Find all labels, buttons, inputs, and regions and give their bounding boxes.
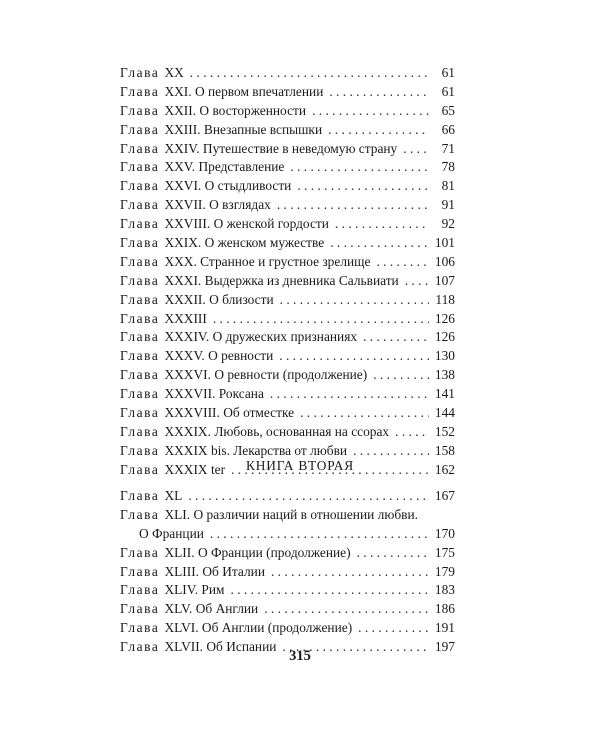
leader-dots — [328, 121, 429, 140]
chapter-title: XLV. Об Англии — [164, 601, 259, 617]
page-number: 130 — [434, 348, 455, 364]
page-number: 61 — [441, 64, 455, 80]
chapter-word: Глава — [120, 159, 160, 175]
chapter-title: XLIII. Об Италии — [164, 563, 265, 579]
leader-dots — [190, 64, 429, 83]
chapter-word: Глава — [120, 405, 160, 421]
toc-entry — [120, 291, 455, 310]
toc-entry — [120, 581, 455, 600]
chapter-title: XXXII. О близости — [164, 291, 274, 307]
chapter-word: Глава — [120, 140, 160, 156]
chapter-title: XLVII. Об Испании — [164, 639, 277, 655]
leader-dots — [264, 600, 429, 619]
leader-dots — [403, 140, 429, 159]
leader-dots — [358, 619, 429, 638]
toc-entry — [120, 64, 455, 83]
chapter-word: Глава — [120, 601, 160, 617]
page-number: 152 — [434, 423, 455, 439]
leader-dots — [279, 347, 429, 366]
chapter-title: XXI. О первом впечатлении — [164, 83, 324, 99]
chapter-title: XXV. Представление — [164, 159, 285, 175]
page-number: 65 — [441, 102, 455, 118]
leader-dots — [373, 366, 429, 385]
chapter-word: Глава — [120, 102, 160, 118]
chapter-title: XL — [164, 487, 183, 503]
chapter-word: Глава — [120, 329, 160, 345]
toc-entry — [120, 619, 455, 638]
toc-entry — [120, 140, 455, 159]
chapter-title: XXIX. О женском мужестве — [164, 235, 325, 250]
leader-dots — [363, 328, 429, 347]
chapter-word: Глава — [120, 461, 160, 477]
toc-entry — [120, 310, 455, 329]
toc-entry — [120, 347, 455, 366]
leader-dots — [330, 234, 429, 253]
page-number: 101 — [434, 235, 455, 250]
leader-dots — [188, 487, 429, 506]
chapter-title: XXVI. О стыдливости — [164, 178, 292, 194]
leader-dots — [210, 525, 429, 544]
toc-entry — [120, 328, 455, 347]
chapter-title: XXXIV. О дружеских признаниях — [164, 329, 358, 345]
page-number: 71 — [441, 140, 455, 156]
toc-entry — [120, 423, 455, 442]
toc-entry — [120, 366, 455, 385]
chapter-title: XXVII. О взглядах — [164, 197, 271, 213]
page-number: 179 — [434, 563, 455, 579]
toc-book-two — [120, 487, 455, 657]
chapter-word: Глава — [120, 582, 160, 598]
chapter-word: Глава — [120, 253, 160, 269]
chapter-word: Глава — [120, 386, 160, 402]
chapter-title: XLII. О Франции (продолжение) — [164, 544, 351, 560]
toc-entry — [120, 272, 455, 291]
chapter-title: XLI. О различии наций в отношении любви. — [164, 506, 418, 522]
chapter-word: Глава — [120, 216, 160, 232]
toc-entry-continuation — [120, 525, 455, 544]
chapter-title: XXX. Странное и грустное зрелище — [164, 253, 371, 269]
leader-dots — [271, 563, 429, 582]
page-number: 186 — [434, 601, 455, 617]
page-number: 138 — [434, 367, 455, 383]
chapter-word: Глава — [120, 197, 160, 213]
toc-entry — [120, 215, 455, 234]
chapter-word: Глава — [120, 291, 160, 307]
page-number: 118 — [435, 291, 455, 307]
book-two-heading: КНИГА ВТОРАЯ — [246, 458, 354, 473]
chapter-word: Глава — [120, 487, 160, 503]
leader-dots — [280, 291, 429, 310]
toc-entry — [120, 177, 455, 196]
chapter-title: XXII. О восторженности — [164, 102, 307, 118]
page-number: 66 — [441, 121, 455, 137]
leader-dots — [335, 215, 429, 234]
chapter-word: Глава — [120, 563, 160, 579]
toc-entry — [120, 102, 455, 121]
chapter-title: XXXIII — [164, 310, 207, 326]
chapter-word: Глава — [120, 83, 160, 99]
leader-dots — [277, 196, 429, 215]
toc-entry — [120, 385, 455, 404]
chapter-word: Глава — [120, 235, 160, 250]
toc-entry — [120, 600, 455, 619]
chapter-title-continuation: О Франции — [139, 525, 204, 541]
page-number: 167 — [434, 487, 455, 503]
chapter-word: Глава — [120, 620, 160, 636]
toc-entry — [120, 121, 455, 140]
chapter-title: XXXVII. Роксана — [164, 386, 264, 402]
toc-entry — [120, 253, 455, 272]
chapter-title: XLIV. Рим — [164, 582, 225, 598]
chapter-title: XX — [164, 64, 184, 80]
leader-dots — [290, 158, 429, 177]
leader-dots — [297, 177, 429, 196]
chapter-word: Глава — [120, 442, 160, 458]
chapter-word: Глава — [120, 310, 160, 326]
chapter-word: Глава — [120, 272, 160, 288]
page-number: 92 — [441, 216, 455, 232]
page-number: 162 — [434, 461, 455, 477]
chapter-title: XXXVI. О ревности (продолжение) — [164, 367, 368, 383]
chapter-word: Глава — [120, 544, 160, 560]
toc-book-one — [120, 64, 455, 480]
page-number: 81 — [441, 178, 455, 194]
leader-dots — [300, 404, 429, 423]
leader-dots — [312, 102, 429, 121]
page-number: 191 — [434, 620, 455, 636]
toc-entry — [120, 234, 455, 253]
chapter-title: XXXIX bis. Лекарства от любви — [164, 442, 348, 458]
page-number: 158 — [434, 442, 455, 458]
page-number: 78 — [441, 159, 455, 175]
page-number: 175 — [434, 544, 455, 560]
chapter-title: XXXVIII. Об отместке — [164, 405, 295, 421]
page-number: 170 — [434, 525, 455, 541]
leader-dots — [357, 544, 429, 563]
chapter-word: Глава — [120, 639, 160, 655]
chapter-title: XXXIX ter — [164, 461, 226, 477]
chapter-title: XXIII. Внезапные вспышки — [164, 121, 323, 137]
page-number: 91 — [441, 197, 455, 213]
toc-entry — [120, 158, 455, 177]
leader-dots — [395, 423, 429, 442]
page-number: 61 — [441, 83, 455, 99]
leader-dots — [329, 83, 429, 102]
page-number: 107 — [434, 272, 455, 288]
chapter-title: XLVI. Об Англии (продолжение) — [164, 620, 353, 636]
chapter-word: Глава — [120, 348, 160, 364]
toc-entry-first-line — [120, 506, 455, 525]
toc-entry — [120, 404, 455, 423]
toc-entry — [120, 83, 455, 102]
chapter-title: XXVIII. О женской гордости — [164, 216, 329, 232]
leader-dots — [405, 272, 429, 291]
toc-entry — [120, 544, 455, 563]
chapter-title: XXIV. Путешествие в неведомую страну — [164, 140, 398, 156]
chapter-word: Глава — [120, 367, 160, 383]
chapter-title: XXXV. О ревности — [164, 348, 274, 364]
toc-entry — [120, 563, 455, 582]
page-number: 197 — [434, 639, 455, 655]
chapter-word: Глава — [120, 506, 160, 522]
chapter-word: Глава — [120, 423, 160, 439]
page-number: 144 — [434, 405, 455, 421]
chapter-title: XXXIX. Любовь, основанная на ссорах — [164, 423, 390, 439]
page-number: 141 — [434, 386, 455, 402]
toc-entry — [120, 487, 455, 506]
chapter-word: Глава — [120, 64, 160, 80]
leader-dots — [213, 310, 429, 329]
toc-entry — [120, 196, 455, 215]
page-number: 106 — [434, 253, 455, 269]
leader-dots — [270, 385, 429, 404]
page-number: 126 — [434, 310, 455, 326]
page-number: 183 — [434, 582, 455, 598]
leader-dots — [231, 581, 429, 600]
chapter-word: Глава — [120, 178, 160, 194]
leader-dots — [376, 253, 429, 272]
page-folio-number: 315 — [289, 648, 311, 664]
chapter-word: Глава — [120, 121, 160, 137]
chapter-title: XXXI. Выдержка из дневника Сальвиати — [164, 272, 399, 288]
page-number: 126 — [434, 329, 455, 345]
